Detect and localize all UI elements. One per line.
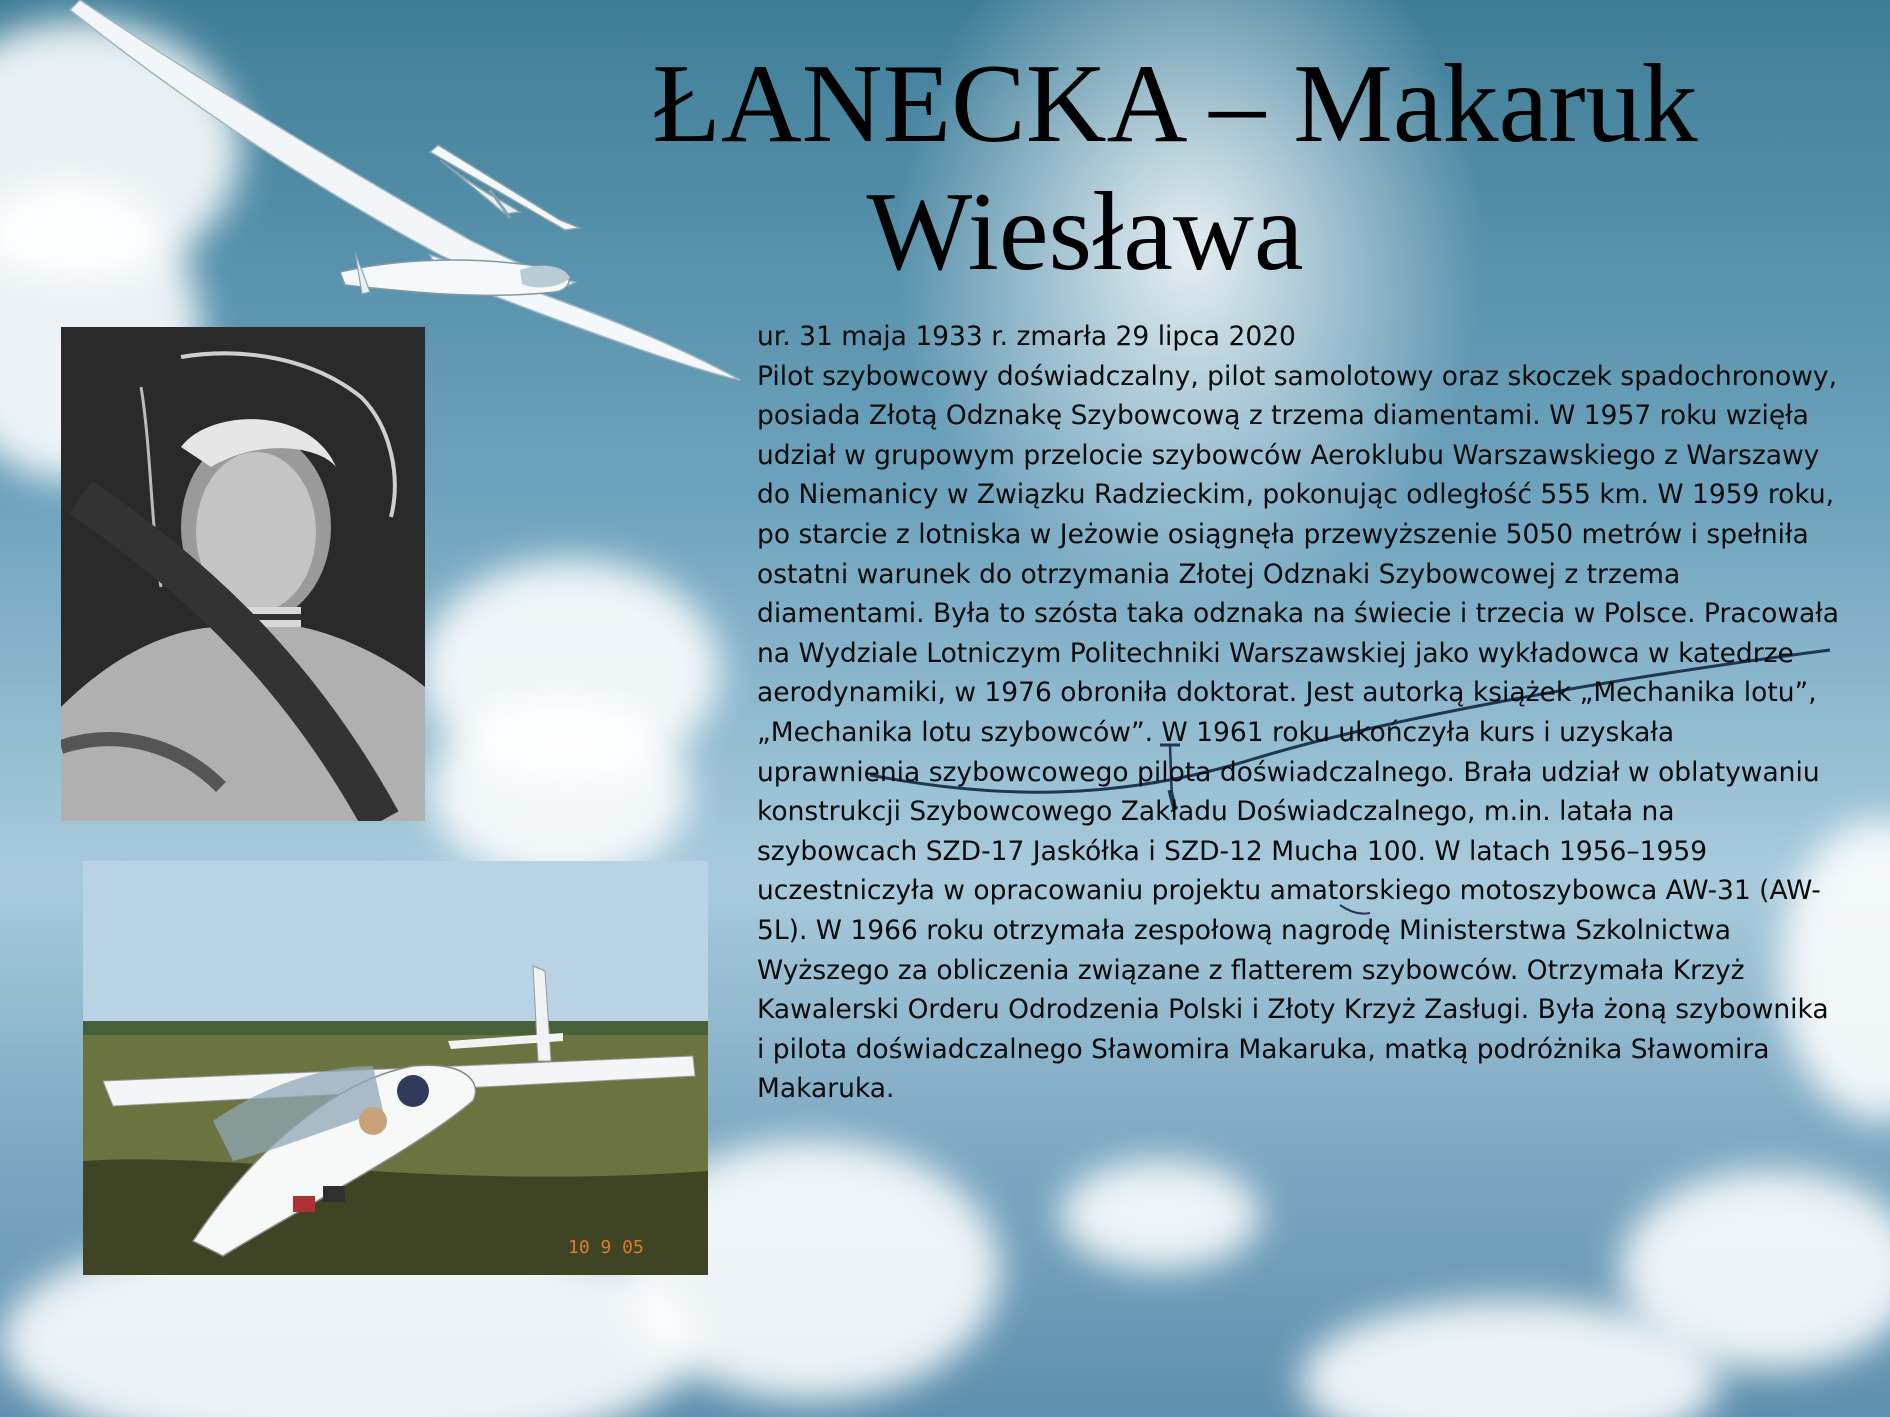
title-given-name: Wiesława xyxy=(866,170,1304,294)
portrait-image-icon xyxy=(61,327,425,821)
page-title xyxy=(560,40,1790,296)
life-dates: ur. 31 maja 1933 r. zmarła 29 lipca 2020 xyxy=(757,321,1296,352)
biography xyxy=(757,317,1842,1109)
portrait-photo xyxy=(61,327,425,821)
glider-on-field-image-icon xyxy=(83,861,708,1275)
biography-text: Pilot szybowcowy doświadczalny, pilot samolotowy oraz skoczek spadochronowy, posiada Złotą Odznakę Szybowcową z trzema diamentami. W 1957 roku wzięła udział w grupowym przelocie szybowców Aeroklubu Warszawskiego z Warszawy do Niemanicy w Związku Radzieckim, pokonując odległość 555 km. W 1959 roku, po starcie z lotniska w Jeżowie osiągnęła przewyższenie 5050 metrów i spełniła ostatni warunek do otrzymania Złotej Odznaki Szybowcowej z trzema diamentami. Była to szósta taka odznaka na świecie i trzecia w Polsce. Pracowała na Wydziale Lotniczym Politechniki Warszawskiej jako wykładowca w katedrze aerodynamiki, w 1976 obroniła doktorat. Jest autorką książek „Mechanika lotu”, „Mechanika lotu szybowców”. W 1961 roku ukończyła kurs i uzyskała uprawnienia szybowcowego pilota doświadczalnego. Brała udział w oblatywaniu konstrukcji Szybowcowego Zakładu Doświadczalnego, m.in. latała na szybowcach SZD-17 Jaskółka i SZD-12 Mucha 100. W latach 1956–1959 uczestniczyła w opracowaniu projektu amatorskiego motoszybowca AW-31 (AW-5L). W 1966 roku otrzymała zespołową nagrodę Ministerstwa Szkolnictwa Wyższego za obliczenia związane z flatterem szybowców. Otrzymała Krzyż Kawalerski Orderu Odrodzenia Polski i Złoty Krzyż Zasługi. Była żoną szybownika i pilota doświadczalnego Sławomira Makaruka, matką podróżnika Sławomira Makaruka. xyxy=(757,360,1840,1105)
glider-field-photo xyxy=(83,861,708,1275)
date-stamp: 10 9 05 xyxy=(568,1237,644,1258)
title-surname: ŁANECKA – Makaruk xyxy=(652,42,1698,166)
